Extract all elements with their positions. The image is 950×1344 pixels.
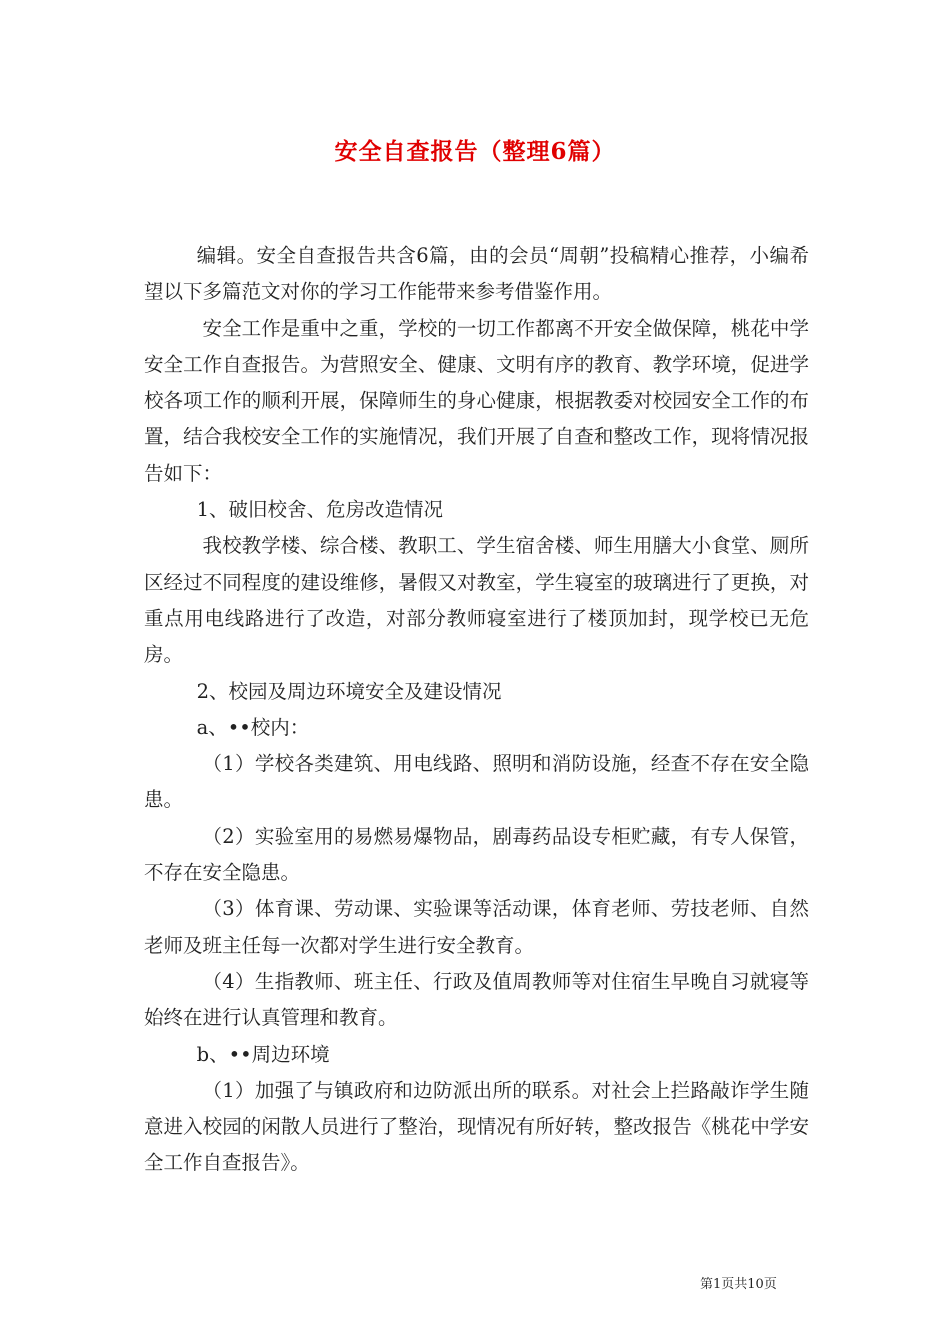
list-item-a1: （1）学校各类建筑、用电线路、照明和消防设施，经查不存在安全隐患。 (144, 752, 809, 812)
subsection-heading-a: a、••校内： (196, 715, 310, 739)
section-heading-2: 2、校园及周边环境安全及建设情况 (196, 679, 502, 703)
list-item-b1: （1）加强了与镇政府和边防派出所的联系。对社会上拦路敲诈学生随意进入校园的闲散人员进行了整治，现情况有所好转，整改报告《桃花中学安全工作自查报告》。 (144, 1078, 809, 1175)
subsection-heading-b: b、••周边环境 (196, 1042, 330, 1066)
paragraph-intro: 编辑。安全自查报告共含6篇，由的会员“周朝”投稿精心推荐，小编希望以下多篇范文对你的学习工作能带来参考借鉴作用。 (144, 244, 809, 304)
document-body (144, 238, 809, 1182)
list-item-a4: （4）生指教师、班主任、行政及值周教师等对住宿生早晚自习就寝等始终在进行认真管理和教育。 (144, 969, 809, 1030)
list-item-a3: （3）体育课、劳动课、实验课等活动课，体育老师、劳技老师、自然老师及班主任每一次都对学生进行安全教育。 (144, 897, 809, 957)
page-number-footer: 第1页共10页 (700, 1277, 777, 1292)
paragraph-overview: 安全工作是重中之重，学校的一切工作都离不开安全做保障，桃花中学安全工作自查报告。为营照安全、健康、文明有序的教育、教学环境，促进学校各项工作的顺利开展，保障师生的身心健康，根据教委对校园安全工作的布置，结合我校安全工作的实施情况，我们开展了自查和整改工作，现将情况报告如下： (144, 316, 809, 485)
section-heading-1: 1、破旧校舍、危房改造情况 (196, 498, 444, 522)
list-item-a2: （2）实验室用的易燃易爆物品，剧毒药品设专柜贮藏，有专人保管，不存在安全隐患。 (144, 824, 809, 885)
paragraph-section-1: 我校教学楼、综合楼、教职工、学生宿舍楼、师生用膳大小食堂、厕所区经过不同程度的建设维修，暑假又对教室，学生寝室的玻璃进行了更换，对重点用电线路进行了改造，对部分教师寝室进行了楼顶加封，现学校已无危房。 (144, 534, 809, 667)
document-title: 安全自查报告（整理6篇） (334, 138, 616, 165)
